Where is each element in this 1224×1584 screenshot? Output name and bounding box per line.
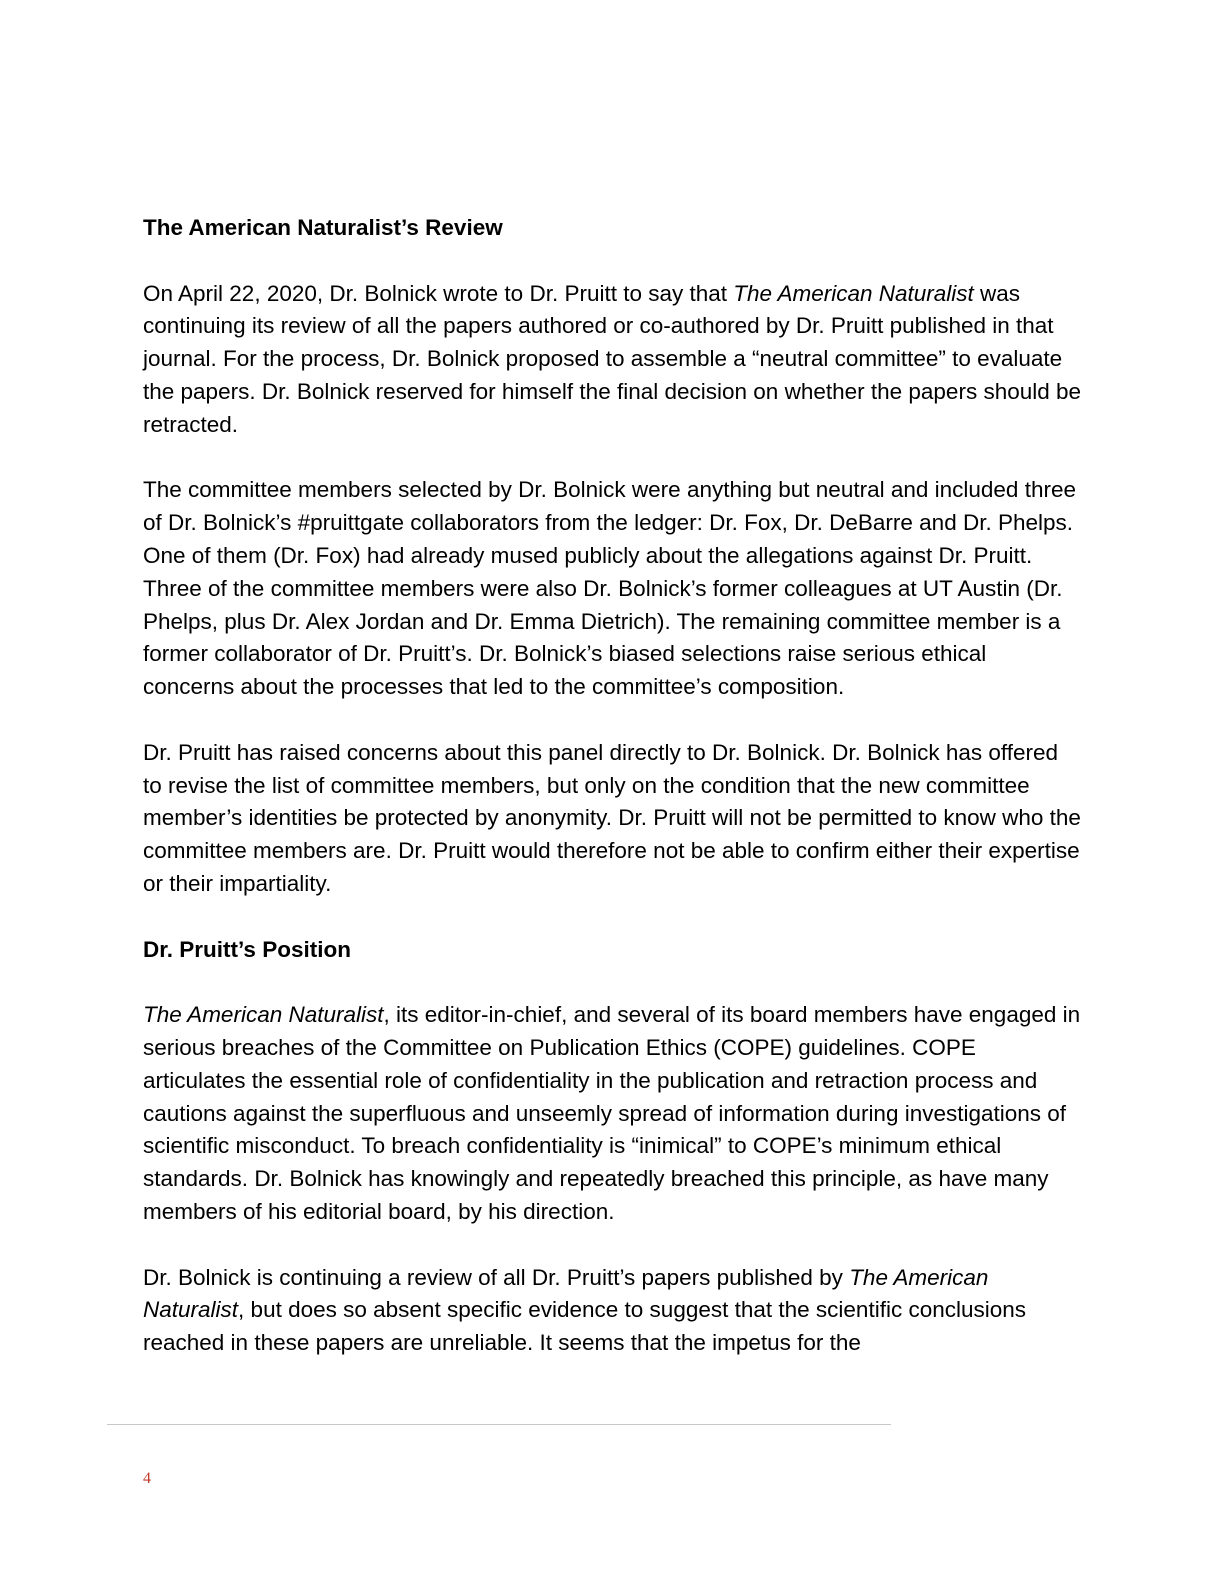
paragraph-text: , its editor-in-chief, and several of its board members have engaged in serious breaches of the Committee on Publication Ethics (COPE) guidelines. COPE articulates the essential role of confidentiality in the publication and retraction process and cautions against the superfluous and unseemly spread of information during investigations of scientific misconduct. To breach confidentiality is “inimical” to COPE’s minimum ethical standards. Dr. Bolnick has knowingly and repeatedly breached this principle, as have many members of his editorial board, by his direction. [143, 1002, 1081, 1224]
paragraph [143, 474, 1083, 704]
paragraph [143, 278, 1083, 442]
page-number: 4 [143, 1470, 151, 1487]
journal-title-italic: The American Naturalist [143, 1002, 384, 1028]
paragraph [143, 999, 1083, 1229]
section-heading: Dr. Pruitt’s Position [143, 936, 351, 962]
paragraph-text: The committee members selected by Dr. Bolnick were anything but neutral and included three of Dr. Bolnick’s #pruittgate collaborators from the ledger: Dr. Fox, Dr. DeBarre and Dr. Phelps. One of them (Dr. Fox) had already mused publicly about the allegations against Dr. Pruitt. Three of the committee members were also Dr. Bolnick’s former colleagues at UT Austin (Dr. Phelps, plus Dr. Alex Jordan and Dr. Emma Dietrich). The remaining committee member is a former collaborator of Dr. Pruitt’s. Dr. Bolnick’s biased selections raise serious ethical concerns about the processes that led to the committee’s composition. [143, 477, 1076, 700]
paragraph-text: , but does so absent specific evidence to suggest that the scientific conclusions reached in these papers are unreliable. It seems that the impetus for the [143, 1297, 1027, 1356]
journal-title-italic: The American Naturalist [143, 1264, 989, 1323]
paragraph-text: Dr. Bolnick is continuing a review of all Dr. Pruitt’s papers published by [143, 1264, 850, 1290]
paragraph [143, 737, 1083, 901]
section-heading: The American Naturalist’s Review [143, 215, 503, 240]
document-body [143, 212, 1083, 1360]
paragraph-text: Dr. Pruitt has raised concerns about this panel directly to Dr. Bolnick. Dr. Bolnick has offered to revise the list of committee members, but only on the condition that the new committee member’s identities be protected by anonymity. Dr. Pruitt will not be permitted to know who the committee members are. Dr. Pruitt would therefore not be able to confirm either their expertise or their impartiality. [143, 739, 1081, 896]
paragraph-text: On April 22, 2020, Dr. Bolnick wrote to Dr. Pruitt to say that [143, 280, 734, 306]
journal-title-italic: The American Naturalist [733, 280, 974, 306]
footer-divider [107, 1424, 891, 1425]
paragraph-text: was continuing its review of all the papers authored or co-authored by Dr. Pruitt published in that journal. For the process, Dr. Bolnick proposed to assemble a “neutral committee” to evaluate the papers. Dr. Bolnick reserved for himself the final decision on whether the papers should be retracted. [143, 280, 1082, 437]
paragraph [143, 1262, 1083, 1360]
